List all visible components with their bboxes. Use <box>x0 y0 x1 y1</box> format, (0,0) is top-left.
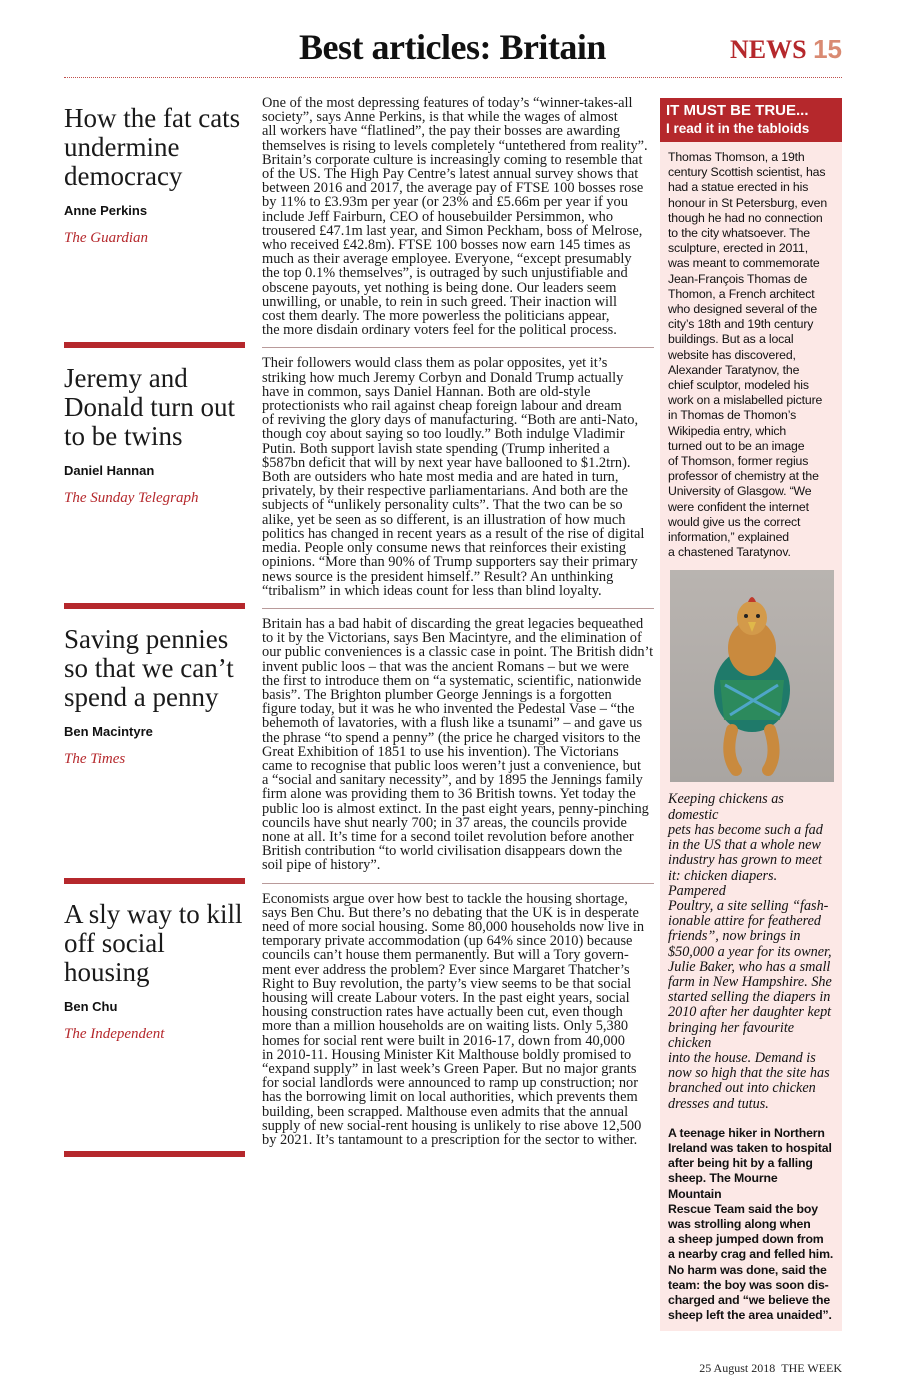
section-label <box>730 34 842 65</box>
article-body: Their followers would class them as polar opposites, yet it’s striking how much Jeremy Corbyn and Donald Trump actually have in common, says Daniel Hannan. Both are old-style protectionists who rail against cheap foreign labour and dream of reviving the glory days of manufacturing. “Both are anti-Nato, though coy about saying so too loudly.” Both indulge Vladimir Putin. Both support lavish state spending (Trump inherited a $587bn deficit that will by next year have ballooned to $1.2trn). Both are outsiders who hate most media and are hated in turn, privately, by their respective parliamentarians. And both are the subjects of “unlikely personality cults”. That the two can be so alike, yet be seen as so different, is an illustration of how much politics has changed in recent years as a result of the rise of digital media. People only consume news that reinforces their existing opinions. “More than 90% of Trump supporters say their primary news source is the president himself.” Result? An unthinking “tribalism” in which ideas count for less than blind loyalty. <box>262 355 645 599</box>
article-headline: Saving pennies so that we can’t spend a penny <box>64 623 234 712</box>
article-headline: Jeremy and Donald turn out to be twins <box>64 363 235 452</box>
article-author: Anne Perkins <box>64 203 148 218</box>
article-body: One of the most depressing features of today’s “winner-takes-all society”, says Anne Perkins, is that while the wages of almost all workers have “flatlined”, the pay their bosses are awarding themselves is rising to levels completely “untethered from reality”. Britain’s corporate culture is increasingly coming to resemble that of the US. The High Pay Centre’s latest annual survey shows that between 2016 and 2017, the average pay of FTSE 100 bosses rose by 11% to £3.93m per year (or 23% and £5.66m per year if you include Jeff Fairburn, CEO of housebuilder Persimmon, who trousered £47.1m last year, and Simon Peckham, boss of Melrose, who received £42.8m). FTSE 100 bosses now earn 145 times as much as their average employee. Everyone, “except presumably the top 0.1% themselves”, is outraged by such unjustifiable and obscene payouts, yet nothing is being done. Our leaders seem unwilling, or unable, to rein in such greed. Their inaction will cost them dearly. The more powerless the politicians appear, the more disdain ordinary voters feel for the political process. <box>262 95 648 339</box>
article-heading-column <box>64 348 245 608</box>
article-author: Daniel Hannan <box>64 463 155 479</box>
article-body-column <box>262 348 654 608</box>
issue-date: 25 August 2018 <box>699 1361 776 1376</box>
article-body-column <box>262 609 654 884</box>
article-source: The Sunday Telegraph <box>64 490 199 507</box>
article <box>64 609 654 884</box>
chicken-photo <box>670 570 834 782</box>
article-body-column <box>262 884 654 1158</box>
article-heading-column <box>64 609 245 884</box>
article <box>64 348 654 608</box>
masthead <box>64 0 842 88</box>
publication-name: THE WEEK <box>781 1361 842 1376</box>
article-heading-column <box>64 884 245 1158</box>
page-footer <box>699 1361 842 1376</box>
articles-column <box>64 88 654 1157</box>
page-number: 15 <box>813 34 842 64</box>
article-source: The Independent <box>64 1025 165 1042</box>
article-heading <box>64 88 245 261</box>
article-source: The Guardian <box>64 230 149 246</box>
sidebar-story: Thomas Thomson, a 19th century Scottish scientist, has had a statue erected in his honour in St Petersburg, even though he had no connection to the city whatsoever. The sculpture, erected in 2011, was meant to commemorate Jean-François Thomas de Thomon, a French architect who designed several of the city’s 18th and 19th century buildings. But as a local website has discovered, Alexander Taratynov, the chief sculptor, modeled his work on a mislabelled picture in Thomas de Thomon’s Wikipedia entry, which turned out to be an image of Thomson, former regius professor of chemistry at the University of Glasgow. “We were confident the internet would give us the correct information,” explained a chastened Taratynov. <box>668 150 828 560</box>
article-headline: How the fat cats undermine democracy <box>64 103 241 191</box>
tabloid-sidebar <box>660 98 842 1331</box>
article-author: Ben Chu <box>64 998 118 1014</box>
section-name: NEWS <box>730 35 807 64</box>
content <box>64 88 842 1331</box>
article <box>64 884 654 1158</box>
article-author: Ben Macintyre <box>64 723 153 739</box>
article-source: The Times <box>64 750 126 767</box>
header-divider <box>64 77 842 78</box>
article-heading <box>64 609 245 782</box>
sidebar-title: IT MUST BE TRUE... <box>666 102 809 119</box>
sidebar-header <box>660 98 842 142</box>
article-heading <box>64 348 245 521</box>
article-body-column <box>262 88 654 348</box>
article-headline: A sly way to kill off social housing <box>64 898 243 987</box>
article-divider-bar <box>64 1151 245 1157</box>
page-title: Best articles: Britain <box>299 27 606 67</box>
article-heading <box>64 884 245 1057</box>
sidebar-subtitle: I read it in the tabloids <box>666 121 810 136</box>
article-body: Economists argue over how best to tackle the housing shortage, says Ben Chu. But there’s no debating that the UK is in desperate need of more social housing. Some 80,000 households now live in temporary private accommodation (up 64% since 2010) because councils can’t house them permanently. But will a Tory govern- ment ever address the problem? Ever since Margaret Thatcher’s Right to Buy revolution, the party’s view seems to be that social housing will create Labour voters. In the past eight years, social housing construction rates have actually been cut, even though more than a million households are on waiting lists. Only 5,380 homes for social rent were built in 2016-17, down from 40,000 in 2010-11. Housing Minister Kit Malthouse boldly promised to “expand supply” in last week’s Green Paper. But no major grants for social landlords were announced to ramp up construction; nor has the borrowing limit on local authorities, which prevents them building, been scrapped. Malthouse even admits that the annual supply of new social-rent housing is unlikely to rise above 12,500 by 2021. It’s tantamount to a prescription for the sector to wither. <box>262 890 645 1149</box>
article <box>64 88 654 348</box>
sidebar-photo-caption: Keeping chickens as domestic pets has become such a fad in the US that a whole new industry has grown to meet it: chicken diapers. Pampered Poultry, a site selling “fash- ionable attire for feathered friends”, now brings in $50,000 a year for its owner, Julie Baker, who has a small farm in New Hampshire. She started selling the diapers in 2010 after her daughter kept bringing her favourite chicken into the house. Demand is now so high that the site has branched out into chicken dresses and tutus. <box>668 791 832 1112</box>
sidebar-story: A teenage hiker in Northern Ireland was taken to hospital after being hit by a falling sheep. The Mourne Mountain Rescue Team said the boy was strolling along when a sheep jumped down from a nearby crag and felled him. No harm was done, said the team: the boy was soon dis- charged and “we believe the sheep left the area unaided”. <box>668 1125 834 1323</box>
article-body: Britain has a bad habit of discarding the great legacies bequeathed to it by the Victorians, says Ben Macintyre, and the elimination of our public conveniences is a classic case in point. The British didn’t invent public loos – that was the ancient Romans – but we were the first to introduce them on “a systematic, scientific, nationwide basis”. The Brighton plumber George Jennings is a forgotten figure today, but it was he who invented the Pedestal Vase – “the behemoth of lavatories, with a flush like a tsunami” – and gave us the phrase “to spend a penny” (the price he charged visitors to the Great Exhibition of 1851 to use his invention). The Victorians came to recognise that public loos weren’t just a convenience, but a “social and sanitary necessity”, and by 1895 the Jennings family firm alone was providing them to 36 British towns. Yet today the public loo is almost extinct. In the past eight years, penny-pinching councils have shut nearly 700; in 37 areas, the councils provide none at all. It’s time for a second toilet revolution before another British contribution “to world civilisation disappears down the soil pipe of history”. <box>262 615 654 874</box>
chicken-illustration-icon <box>670 570 834 782</box>
article-heading-column <box>64 88 245 348</box>
